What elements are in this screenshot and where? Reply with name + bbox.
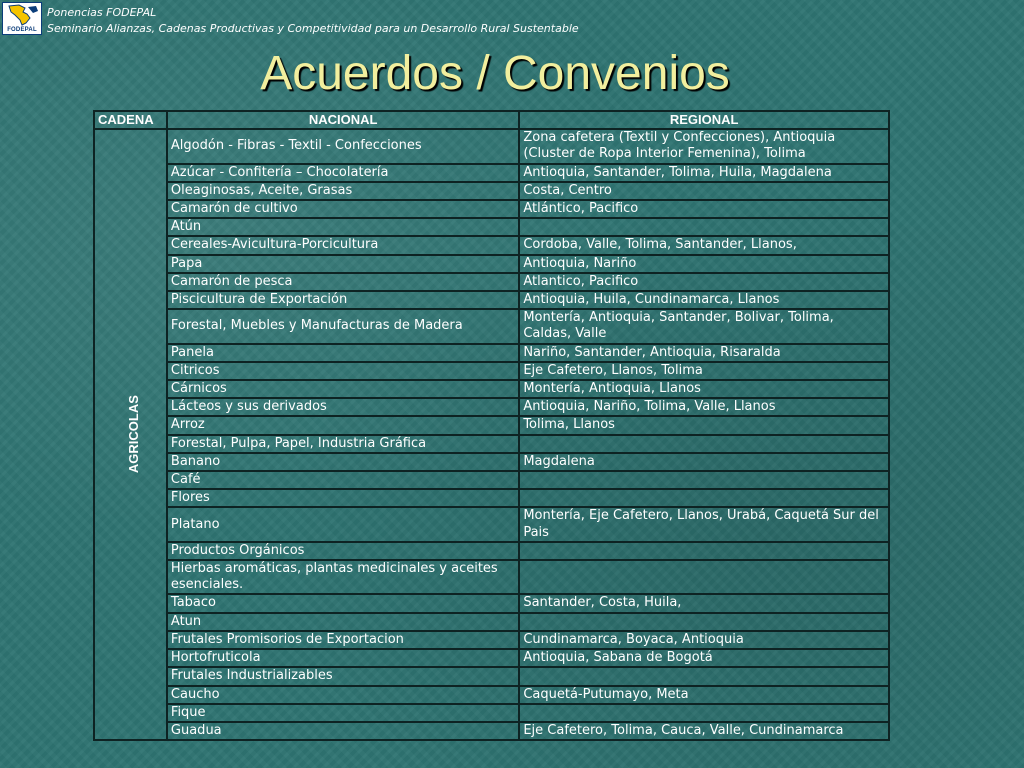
regional-cell [519,704,889,722]
regional-cell: Montería, Antioquia, Llanos [519,380,889,398]
table-row [94,613,889,631]
regional-cell [519,667,889,685]
fodepal-logo [2,2,42,35]
nacional-cell: Arroz [167,416,519,434]
table-row [94,200,889,218]
table-row [94,380,889,398]
table-row [94,722,889,740]
nacional-cell: Algodón - Fibras - Textil - Confecciones [167,129,519,163]
regional-cell [519,435,889,453]
regional-cell: Antioquia, Sabana de Bogotá [519,649,889,667]
table-body [94,129,889,740]
nacional-cell: Lácteos y sus derivados [167,398,519,416]
regional-cell [519,542,889,560]
table-row [94,416,889,434]
agreements-table [93,110,890,741]
nacional-cell: Citricos [167,362,519,380]
nacional-cell: Café [167,471,519,489]
nacional-cell: Tabaco [167,594,519,612]
table-row [94,489,889,507]
table-row [94,398,889,416]
regional-cell: Montería, Eje Cafetero, Llanos, Urabá, Caquetá Sur del Pais [519,507,889,541]
regional-cell: Nariño, Santander, Antioquia, Risaralda [519,344,889,362]
table-row [94,507,889,541]
fodepal-map-icon [3,3,41,27]
nacional-cell: Hierbas aromáticas, plantas medicinales y aceites esenciales. [167,560,519,594]
header-seminar-name: Seminario Alianzas, Cadenas Productivas y Competitividad para un Desarrollo Rural Sustentable [47,22,579,35]
nacional-cell: Atun [167,613,519,631]
regional-cell: Atlantico, Pacifico [519,273,889,291]
table-row [94,560,889,594]
regional-cell: Costa, Centro [519,182,889,200]
header-cadena: CADENA [94,111,167,129]
table-row [94,236,889,254]
cadena-group-label: AGRICOLAS [125,395,141,474]
nacional-cell: Oleaginosas, Aceite, Grasas [167,182,519,200]
nacional-cell: Cárnicos [167,380,519,398]
cadena-group-cell [94,129,167,740]
table-row [94,218,889,236]
nacional-cell: Frutales Promisorios de Exportacion [167,631,519,649]
nacional-cell: Camarón de cultivo [167,200,519,218]
table-row [94,309,889,343]
nacional-cell: Flores [167,489,519,507]
header-event-name: Ponencias FODEPAL [47,6,157,19]
nacional-cell: Banano [167,453,519,471]
table-row [94,291,889,309]
header-regional: REGIONAL [519,111,889,129]
nacional-cell: Panela [167,344,519,362]
header-nacional: NACIONAL [167,111,519,129]
table-row [94,471,889,489]
regional-cell [519,471,889,489]
table-row [94,344,889,362]
table-row [94,704,889,722]
slide-title: Acuerdos / Convenios [260,47,730,100]
nacional-cell: Guadua [167,722,519,740]
nacional-cell: Atún [167,218,519,236]
table-row [94,435,889,453]
nacional-cell: Productos Orgánicos [167,542,519,560]
nacional-cell: Caucho [167,686,519,704]
nacional-cell: Azúcar - Confitería – Chocolatería [167,164,519,182]
regional-cell: Antioquia, Nariño [519,255,889,273]
regional-cell: Cordoba, Valle, Tolima, Santander, Llanos, [519,236,889,254]
table-row [94,362,889,380]
table-row [94,631,889,649]
nacional-cell: Fique [167,704,519,722]
regional-cell [519,560,889,594]
regional-cell: Tolima, Llanos [519,416,889,434]
regional-cell: Santander, Costa, Huila, [519,594,889,612]
regional-cell: Antioquia, Santander, Tolima, Huila, Magdalena [519,164,889,182]
nacional-cell: Forestal, Pulpa, Papel, Industria Gráfica [167,435,519,453]
regional-cell: Montería, Antioquia, Santander, Bolivar, Tolima, Caldas, Valle [519,309,889,343]
regional-cell: Antioquia, Huila, Cundinamarca, Llanos [519,291,889,309]
regional-cell: Antioquia, Nariño, Tolima, Valle, Llanos [519,398,889,416]
regional-cell [519,218,889,236]
nacional-cell: Forestal, Muebles y Manufacturas de Madera [167,309,519,343]
nacional-cell: Cereales-Avicultura-Porcicultura [167,236,519,254]
table-row [94,686,889,704]
regional-cell [519,613,889,631]
table-row [94,453,889,471]
table-header [94,111,889,129]
logo-text: FODEPAL [7,27,37,33]
table-row [94,182,889,200]
table-row [94,164,889,182]
nacional-cell: Papa [167,255,519,273]
regional-cell: Caquetá-Putumayo, Meta [519,686,889,704]
regional-cell: Atlántico, Pacifico [519,200,889,218]
table-row [94,594,889,612]
nacional-cell: Frutales Industrializables [167,667,519,685]
table-row [94,542,889,560]
regional-cell: Cundinamarca, Boyaca, Antioquia [519,631,889,649]
table-row [94,255,889,273]
regional-cell [519,489,889,507]
nacional-cell: Platano [167,507,519,541]
header-row [94,111,889,129]
nacional-cell: Hortofruticola [167,649,519,667]
table-row [94,273,889,291]
table-row [94,129,889,163]
regional-cell: Magdalena [519,453,889,471]
regional-cell: Eje Cafetero, Llanos, Tolima [519,362,889,380]
regional-cell: Eje Cafetero, Tolima, Cauca, Valle, Cundinamarca [519,722,889,740]
table-row [94,667,889,685]
nacional-cell: Camarón de pesca [167,273,519,291]
nacional-cell: Piscicultura de Exportación [167,291,519,309]
regional-cell: Zona cafetera (Textil y Confecciones), Antioquia (Cluster de Ropa Interior Femenina), Tolima [519,129,889,163]
table-row [94,649,889,667]
